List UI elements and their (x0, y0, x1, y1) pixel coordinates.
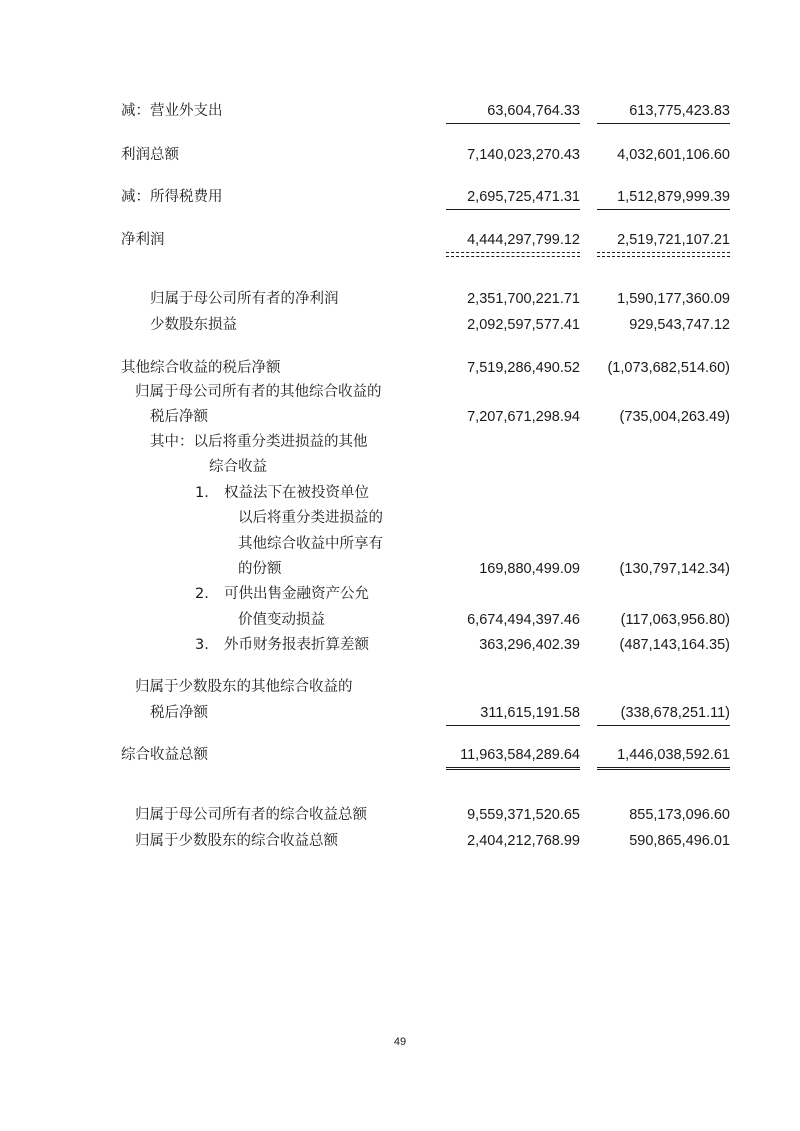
prior-year-value: (338,678,251.11) (597, 701, 730, 726)
row-label: 综合收益 (209, 459, 267, 475)
current-year-value: 9,559,371,520.65 (467, 807, 580, 823)
current-year-value: 11,963,584,289.64 (446, 743, 580, 770)
row-oci-reclass-line2 (0, 455, 800, 479)
row-oci-parent-line1 (0, 380, 800, 404)
prior-year-value: 2,519,721,107.21 (597, 228, 730, 253)
row-label: 其他综合收益的税后净额 (121, 360, 281, 376)
page-number: 49 (393, 1036, 407, 1048)
row-total-profit (0, 143, 800, 167)
row-total-comprehensive-income (0, 743, 800, 767)
row-label: 减：所得税费用 (121, 189, 223, 205)
current-year-value: 2,404,212,768.99 (467, 833, 580, 849)
prior-year-value: (735,004,263.49) (619, 409, 730, 425)
prior-year-value: (1,073,682,514.60) (607, 360, 730, 376)
row-label: 净利润 (121, 232, 165, 248)
row-label: 综合收益总额 (121, 747, 208, 763)
current-year-value: 363,296,402.39 (479, 637, 580, 653)
row-item1 (0, 557, 800, 581)
current-year-value: 63,604,764.33 (446, 99, 580, 124)
prior-year-value: 1,512,879,999.39 (597, 185, 730, 210)
row-oci-minority-line1 (0, 675, 800, 699)
row-label: 利润总额 (121, 147, 179, 163)
current-year-value: 7,140,023,270.43 (467, 147, 580, 163)
row-label: 归属于母公司所有者的综合收益总额 (135, 807, 367, 823)
row-item3 (0, 633, 800, 657)
prior-year-value: 4,032,601,106.60 (617, 147, 730, 163)
row-non-operating-expenses (0, 99, 800, 123)
row-label: 归属于少数股东的综合收益总额 (135, 833, 338, 849)
current-year-value: 2,351,700,221.71 (467, 291, 580, 307)
row-net-profit-parent (0, 287, 800, 311)
row-oci-reclass-line1 (0, 430, 800, 454)
item-number: 2. (195, 586, 209, 602)
item-number: 3. (195, 637, 209, 653)
row-minority-interest (0, 313, 800, 337)
row-label: 外币财务报表折算差额 (224, 637, 369, 653)
current-year-value: 311,615,191.58 (446, 701, 580, 726)
dashed-underline (446, 256, 580, 257)
prior-year-value: 1,590,177,360.09 (617, 291, 730, 307)
row-income-tax (0, 185, 800, 209)
current-year-value: 4,444,297,799.12 (446, 228, 580, 253)
row-label: 少数股东损益 (150, 317, 237, 333)
row-item1-line2 (0, 506, 800, 530)
prior-year-value: 855,173,096.60 (629, 807, 730, 823)
row-item1-line1 (0, 481, 800, 505)
row-label: 其他综合收益中所享有 (238, 536, 383, 552)
row-label: 税后净额 (150, 705, 208, 721)
prior-year-value: 1,446,038,592.61 (597, 743, 730, 770)
row-net-profit (0, 228, 800, 252)
current-year-value: 6,674,494,397.46 (467, 612, 580, 628)
row-oci-parent (0, 405, 800, 429)
row-ci-parent (0, 803, 800, 827)
current-year-value: 7,519,286,490.52 (467, 360, 580, 376)
prior-year-value: 929,543,747.12 (629, 317, 730, 333)
item-number: 1. (195, 485, 209, 501)
row-label: 的份额 (238, 561, 282, 577)
row-label: 归属于母公司所有者的净利润 (150, 291, 339, 307)
row-oci-minority (0, 701, 800, 725)
prior-year-value: 590,865,496.01 (629, 833, 730, 849)
row-oci-net (0, 356, 800, 380)
row-label: 归属于母公司所有者的其他综合收益的 (135, 384, 382, 400)
prior-year-value: (117,063,956.80) (620, 612, 730, 628)
row-label: 权益法下在被投资单位 (224, 485, 369, 501)
row-item1-line3 (0, 532, 800, 556)
current-year-value: 169,880,499.09 (479, 561, 580, 577)
dashed-underline (597, 256, 730, 257)
current-year-value: 2,092,597,577.41 (467, 317, 580, 333)
row-label: 以后将重分类进损益的 (238, 510, 383, 526)
row-label: 税后净额 (150, 409, 208, 425)
row-label: 可供出售金融资产公允 (224, 586, 369, 602)
row-label: 其中：以后将重分类进损益的其他 (150, 434, 368, 450)
row-label: 归属于少数股东的其他综合收益的 (135, 679, 353, 695)
row-item2-line1 (0, 582, 800, 606)
prior-year-value: (487,143,164.35) (619, 637, 730, 653)
current-year-value: 7,207,671,298.94 (467, 409, 580, 425)
prior-year-value: (130,797,142.34) (619, 561, 730, 577)
row-label: 价值变动损益 (238, 612, 325, 628)
row-label: 减：营业外支出 (121, 103, 223, 119)
row-item2 (0, 608, 800, 632)
row-ci-minority (0, 829, 800, 853)
prior-year-value: 613,775,423.83 (597, 99, 730, 124)
current-year-value: 2,695,725,471.31 (446, 185, 580, 210)
